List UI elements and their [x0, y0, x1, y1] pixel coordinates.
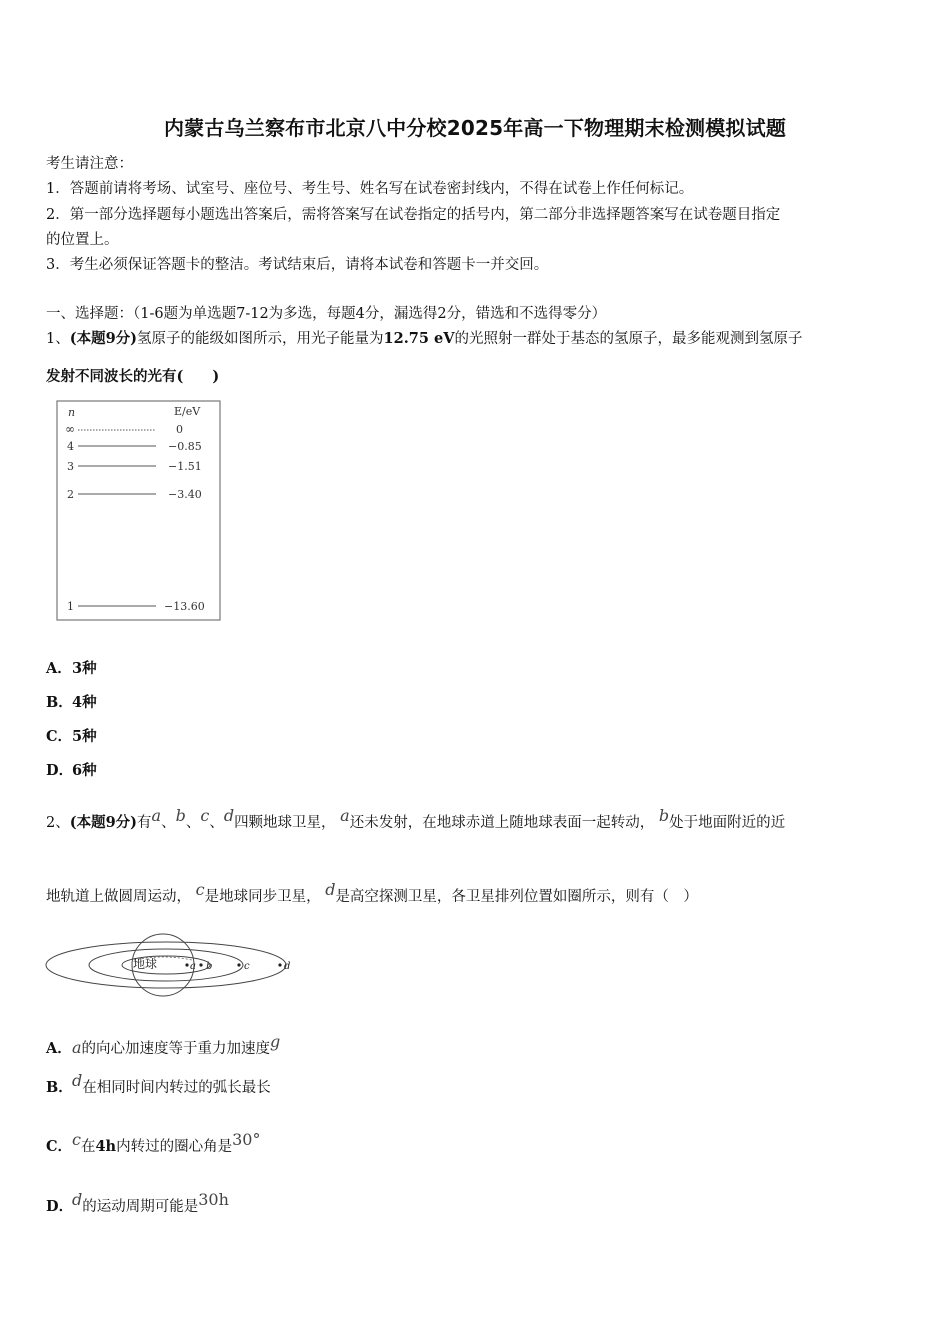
var-c: c — [200, 806, 210, 825]
level-n-4: 4 — [67, 440, 74, 453]
q2-tag: (本题9分) — [69, 813, 138, 831]
energy-axis-label: E/eV — [174, 405, 201, 418]
level-n-2: 2 — [67, 488, 74, 501]
notice-item-3: 3．考生必须保证答题卡的整洁。考试结束后，请将本试卷和答题卡一并交回。 — [46, 257, 549, 273]
q1-option-d[interactable]: D．6种 — [46, 762, 97, 779]
sat-c-dot — [237, 963, 240, 966]
sat-d-dot — [278, 963, 281, 966]
sat-a-dot — [185, 963, 188, 966]
q2-option-c[interactable]: C．$^c$在4h内转过的圈心角是$^{30^\circ}$ — [46, 1130, 261, 1155]
notice-item-2-cont: 的位置上。 — [46, 232, 119, 248]
q1-option-a[interactable]: A．3种 — [46, 660, 97, 677]
q1-option-b[interactable]: B．4种 — [46, 694, 97, 711]
notice-item-1: 1．答题前请将考场、试室号、座位号、考生号、姓名写在试卷密封线内，不得在试卷上作任何标记。 — [46, 181, 694, 197]
sat-c-label: c — [244, 961, 250, 972]
n-axis-label: n — [68, 406, 76, 419]
q1-line-1 — [46, 327, 802, 348]
notice-item-2: 2．第一部分选择题每小题选出答案后，需将答案写在试卷指定的括号内，第二部分非选择题答案写在试卷题目指定 — [46, 207, 781, 223]
notice-heading: 考生请注意： — [46, 156, 133, 172]
var-b: b — [175, 806, 186, 825]
level-e-4: −0.85 — [168, 440, 202, 453]
level-e-2: −3.40 — [168, 488, 202, 501]
q1-text-b: 的光照射一群处于基态的氢原子，最多能观测到氢原子 — [454, 331, 803, 347]
diagram-frame — [57, 401, 220, 620]
q2-option-d[interactable]: D．$^d$的运动周期可能是$^{30h}$ — [46, 1190, 229, 1215]
var-a: a — [151, 806, 162, 825]
q1-option-c[interactable]: C．5种 — [46, 728, 97, 745]
q2-option-a[interactable]: A．a的向心加速度等于重力加速度$^g$ — [46, 1032, 281, 1057]
satellite-orbit-diagram — [44, 932, 296, 1000]
q2-option-b[interactable]: B．$^d$在相同时间内转过的弧长最长 — [46, 1071, 271, 1096]
orbit-c — [89, 949, 243, 981]
page-title: 内蒙古乌兰察布市北京八中分校2025年高一下物理期末检测模拟试题 — [163, 116, 787, 140]
section-heading: 一、选择题：（1-6题为单选题7-12为多选，每题4分，漏选得2分，错选和不选得零分） — [46, 306, 607, 322]
var-d: d — [223, 806, 235, 825]
energy-level-diagram — [56, 400, 222, 622]
q1-tag: (本题9分) — [69, 330, 138, 347]
level-n-inf: ∞ — [65, 422, 75, 436]
sat-a-label: a — [190, 961, 196, 972]
level-n-3: 3 — [67, 460, 74, 473]
level-n-1: 1 — [67, 600, 74, 613]
sat-b-dot — [199, 963, 202, 966]
q1-line-2: 发射不同波长的光有( ) — [46, 368, 220, 385]
sat-d-label: d — [284, 961, 291, 972]
sat-b-label: b — [206, 961, 213, 972]
level-e-1: −13.60 — [164, 600, 205, 613]
level-e-inf: 0 — [176, 423, 183, 436]
q2-line-2: 地轨道上做圆周运动， $^c$是地球同步卫星， $^d$是高空探测卫星，各卫星排列位置如圈所示，则有（ ） — [46, 880, 698, 905]
q2-line-1: 2、(本题9分)有$^a$、$^b$、$^c$、$^d$四颗地球卫星， $^a$还未发射，在地球赤道上随地球表面一起转动， $^b$处于地面附近的近 — [46, 806, 786, 831]
q1-number: 1、 — [46, 331, 70, 347]
level-e-3: −1.51 — [168, 460, 202, 473]
earth-label: 地球 — [133, 957, 158, 971]
q1-text-a: 氢原子的能级如图所示，用光子能量为 — [137, 331, 384, 347]
q1-energy: 12.75 eV — [383, 330, 455, 347]
q2-number: 2、 — [46, 814, 70, 831]
